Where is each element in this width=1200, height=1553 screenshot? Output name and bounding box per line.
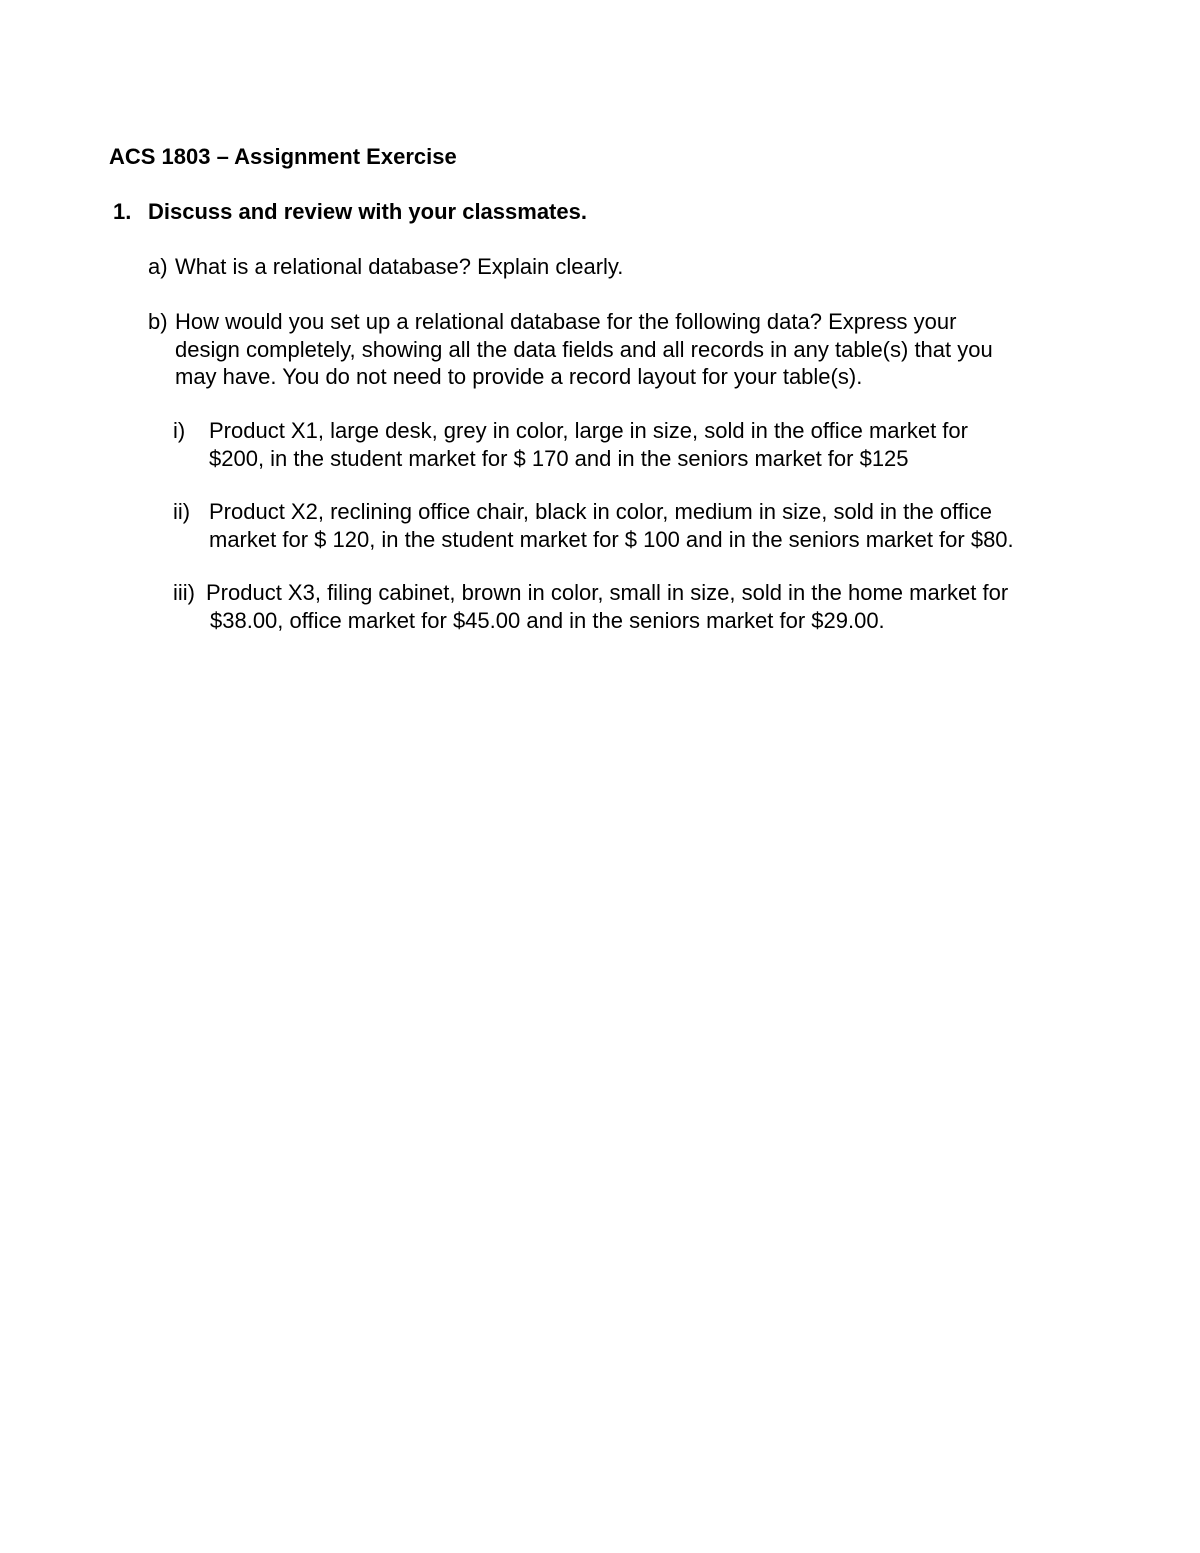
- item-i-label: i): [173, 418, 186, 443]
- part-a-label: a): [148, 254, 168, 279]
- document-title: ACS 1803 – Assignment Exercise: [109, 144, 457, 169]
- part-b-label: b): [148, 309, 168, 334]
- item-ii-label: ii): [173, 499, 191, 524]
- item-i-text: [209, 417, 968, 472]
- question-prompt: Discuss and review with your classmates.: [148, 199, 587, 224]
- part-b-line: may have. You do not need to provide a record layout for your table(s).: [175, 364, 863, 389]
- item-ii-line: Product X2, reclining office chair, black in color, medium in size, sold in the office: [209, 499, 993, 524]
- part-a-text: What is a relational database? Explain clearly.: [175, 254, 624, 279]
- part-b-line: How would you set up a relational database for the following data? Express your: [175, 309, 957, 334]
- item-ii-line: market for $ 120, in the student market for $ 100 and in the seniors market for $80.: [209, 526, 1014, 552]
- item-iii-label: iii): [173, 580, 195, 605]
- item-i-line: Product X1, large desk, grey in color, large in size, sold in the office market for: [209, 418, 968, 443]
- part-b-text: [175, 308, 1075, 391]
- item-ii-text: [209, 498, 1014, 553]
- item-i-line: $200, in the student market for $ 170 and in the seniors market for $125: [209, 445, 909, 471]
- part-b-line: design completely, showing all the data fields and all records in any table(s) that you: [175, 336, 993, 362]
- item-iii-line: $38.00, office market for $45.00 and in the seniors market for $29.00.: [210, 607, 885, 633]
- item-iii-line: Product X3, filing cabinet, brown in color, small in size, sold in the home market for: [206, 580, 1009, 605]
- question-number: 1.: [113, 199, 132, 224]
- item-iii-text: [206, 579, 1008, 634]
